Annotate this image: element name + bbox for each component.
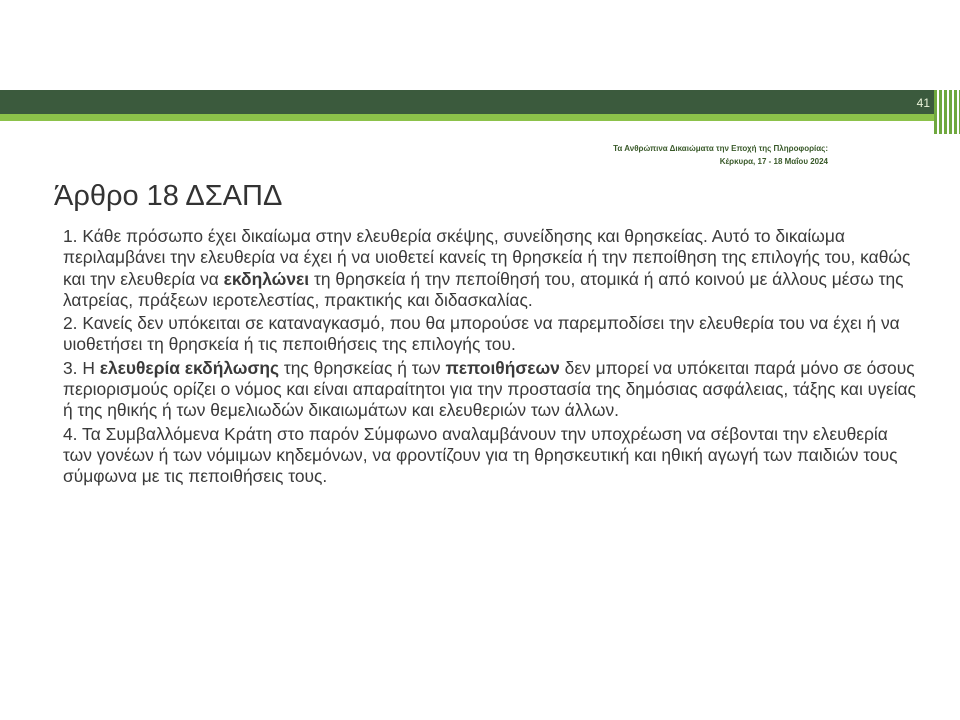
slide-title: Άρθρο 18 ΔΣΑΠΔ [54, 180, 283, 212]
article-text [63, 226, 918, 490]
paragraph-4: 4. Τα Συμβαλλόμενα Κράτη στο παρόν Σύμφωνο αναλαμβάνουν την υποχρέωση να σέβονται την ελευθερία των γονέων ή των νόμιμων κηδεμόνων, να φροντίζουν για τη θρησκευτική και ηθική αγωγή των παιδιών τους σύμφωνα με τις πεποιθήσεις τους. [63, 423, 898, 487]
paragraph-3-text-b: της θρησκείας ή των [279, 357, 446, 378]
header-band-edge-pattern [934, 90, 960, 134]
paragraph-1-text-a: 1. Κάθε πρόσωπο έχει δικαίωμα στην ελευθερία σκέψης, συνείδησης και θρησκείας. Αυτό το δικαίωμα περιλαμβάνει την ελευθερία να έχει ή να υιοθετεί κανείς τη θρησκεία ή την πεποίθηση της επιλογής του, καθώς και την ελευθερία να [63, 226, 911, 289]
paragraph-1 [63, 226, 918, 311]
header-note-line1: Τα Ανθρώπινα Δικαιώματα την Εποχή της Πληροφορίας: [613, 144, 828, 153]
paragraph-3-text-c: δεν μπορεί να υπόκειται παρά μόνο σε όσους περιορισμούς ορίζει ο νόμος και είναι απαραίτητοι για την προστασία της δημόσιας ασφάλειας, τάξης και υγείας ή της ηθικής ή των θεμελιωδών δικαιωμάτων και ελευθεριών των άλλων. [63, 357, 916, 421]
paragraph-3-bold-2: πεποιθήσεων [445, 357, 560, 378]
paragraph-1-bold: εκδηλώνει [223, 268, 310, 289]
paragraph-3-bold-1: ελευθερία εκδήλωσης [99, 357, 280, 378]
paragraph-3-text-a: 3. Η [63, 357, 100, 378]
paragraph-3 [63, 358, 918, 422]
paragraph-2: 2. Κανείς δεν υπόκειται σε καταναγκασμό, που θα μπορούσε να παρεμποδίσει την ελευθερία του να έχει ή να υιοθετήσει τη θρησκεία ή τις πεποιθήσεις της επιλογής του. [63, 313, 900, 355]
header-band-dark [0, 90, 934, 114]
header-note-line2: Κέρκυρα, 17 - 18 Μαΐου 2024 [719, 157, 828, 166]
paragraph-1-text-b: τη θρησκεία ή την πεποίθησή του, ατομικά ή από κοινού με άλλους μέσω της λατρείας, πράξεων ιεροτελεστίας, πρακτικής και διδασκαλίας. [63, 268, 904, 310]
page-number: 41 [916, 96, 930, 110]
conference-header-note [468, 142, 828, 168]
header-band-light [0, 114, 934, 121]
